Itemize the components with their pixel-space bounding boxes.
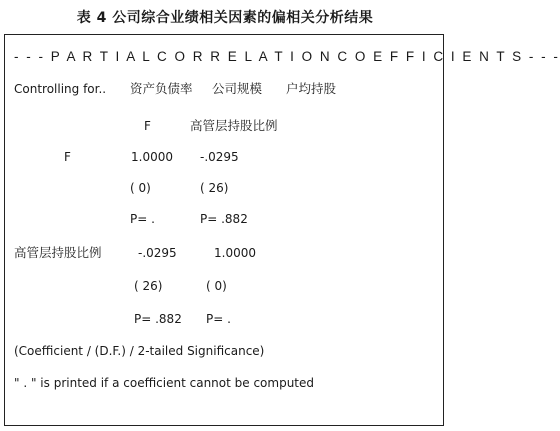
cell-exec-exec-df: ( 0) (206, 279, 227, 293)
cell-f-exec-sig: P= .882 (200, 212, 248, 226)
control-var-company-size: 公司规模 (212, 81, 263, 96)
row-label-f: F (64, 150, 71, 164)
row-label-exec-ownership: 高管层持股比例 (14, 245, 102, 260)
footnote: " . " is printed if a coefficient cannot be computed (14, 376, 315, 390)
column-header-f: F (144, 119, 151, 133)
cell-f-f-coef: 1.0000 (131, 150, 173, 164)
table-caption: 表 4 公司综合业绩相关因素的偏相关分析结果 (76, 10, 374, 26)
cell-exec-f-sig: P= .882 (134, 312, 182, 326)
partial-correlation-header: - - - P A R T I A L C O R R E L A T I O N C O E F F I C I E N T S - - - (14, 49, 560, 64)
cell-f-exec-df: ( 26) (200, 181, 229, 195)
legend-note: (Coefficient / (D.F.) / 2-tailed Significance) (14, 344, 265, 358)
cell-exec-exec-sig: P= . (206, 312, 231, 326)
cell-f-f-df: ( 0) (130, 181, 151, 195)
control-var-avg-shareholding: 户均持股 (286, 81, 337, 96)
cell-exec-exec-coef: 1.0000 (214, 246, 256, 260)
column-header-exec-ownership: 高管层持股比例 (190, 118, 278, 133)
cell-exec-f-df: ( 26) (134, 279, 163, 293)
cell-exec-f-coef: -.0295 (138, 246, 177, 260)
controlling-label: Controlling for.. (14, 82, 107, 96)
control-var-debt-ratio: 资产负债率 (130, 81, 193, 96)
cell-f-f-sig: P= . (130, 212, 155, 226)
cell-f-exec-coef: -.0295 (200, 150, 239, 164)
